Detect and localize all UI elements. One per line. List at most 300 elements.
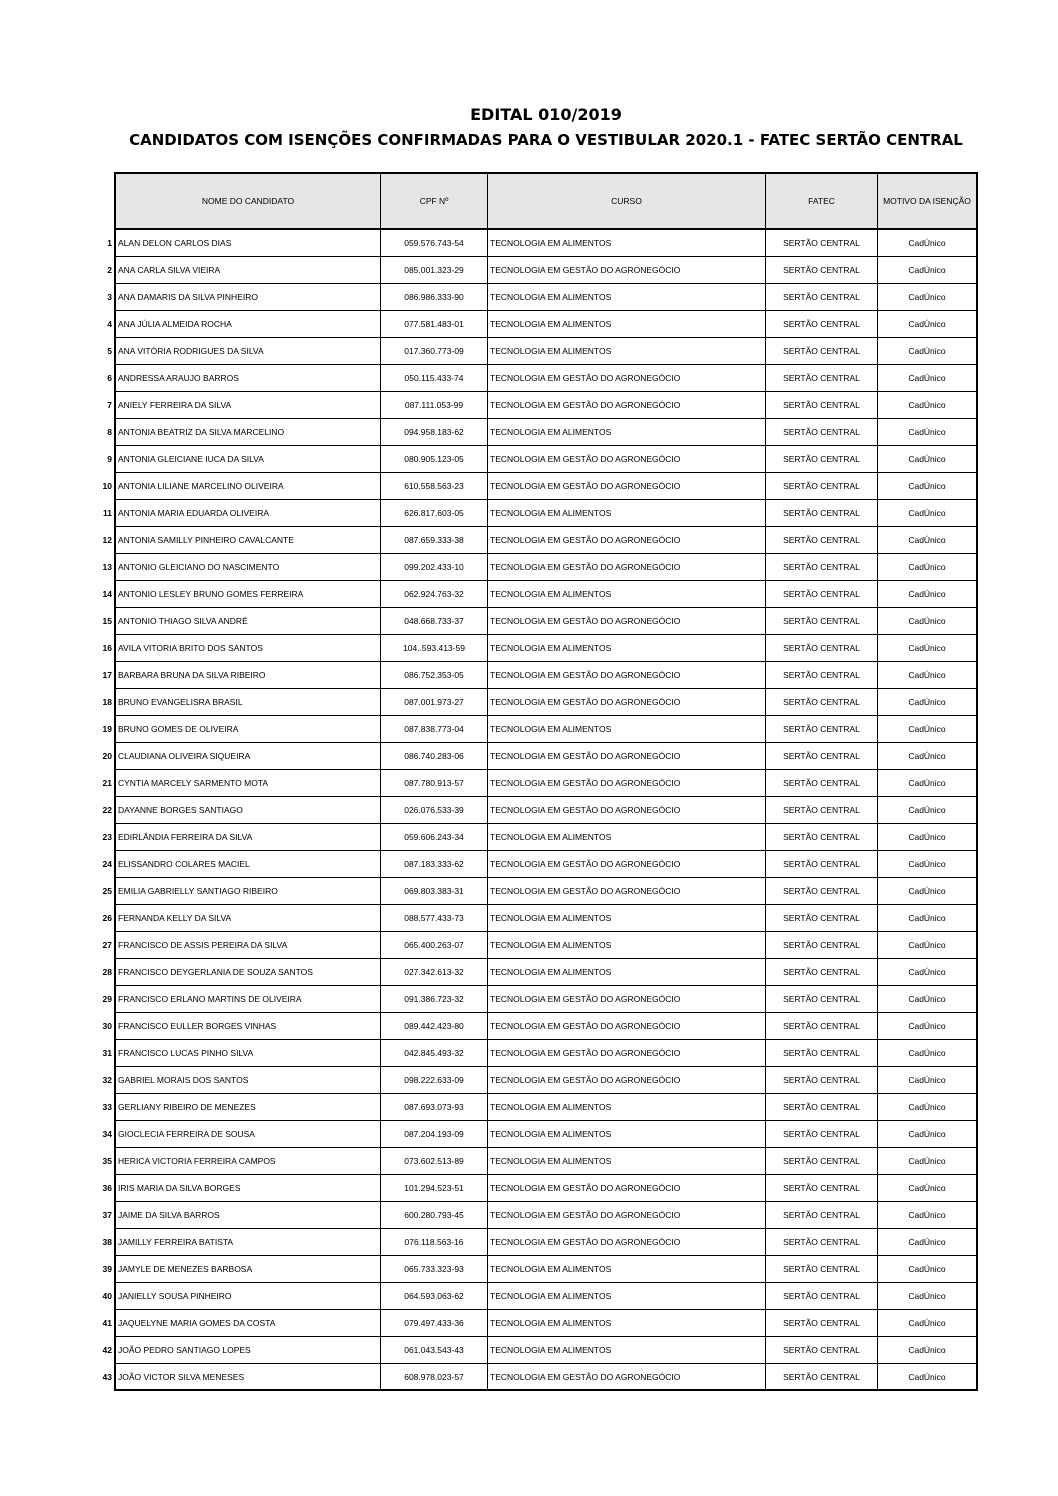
cell-nome: CYNTIA MARCELY SARMENTO MOTA: [116, 770, 381, 797]
cell-motivo: CadÚnico: [878, 1310, 978, 1337]
cell-motivo: CadÚnico: [878, 986, 978, 1013]
table-row: [116, 527, 978, 554]
table-row: [116, 500, 978, 527]
table-row: [116, 1337, 978, 1364]
cell-fatec: SERTÃO CENTRAL: [766, 1202, 878, 1229]
cell-curso: TECNOLOGIA EM ALIMENTOS: [488, 716, 766, 743]
cell-cpf: 027.342.613-32: [381, 959, 488, 986]
cell-curso: TECNOLOGIA EM GESTÃO DO AGRONEGÓCIO: [488, 878, 766, 905]
header-fatec: FATEC: [766, 174, 878, 230]
cell-motivo: CadÚnico: [878, 824, 978, 851]
cell-nome: ELISSANDRO COLARES MACIEL: [116, 851, 381, 878]
cell-cpf: 085.001.323-29: [381, 257, 488, 284]
row-number: 9: [107, 454, 112, 464]
table-row: [116, 635, 978, 662]
cell-nome: ANTONIA LILIANE MARCELINO OLIVEIRA: [116, 473, 381, 500]
cell-motivo: CadÚnico: [878, 716, 978, 743]
cell-curso: TECNOLOGIA EM GESTÃO DO AGRONEGÓCIO: [488, 851, 766, 878]
cell-nome: ANTONIO THIAGO SILVA ANDRÉ: [116, 608, 381, 635]
cell-nome: JAIME DA SILVA BARROS: [116, 1202, 381, 1229]
candidates-table: [114, 172, 978, 1391]
cell-nome: ANA JÚLIA ALMEIDA ROCHA: [116, 311, 381, 338]
cell-nome: FRANCISCO DEYGERLANIA DE SOUZA SANTOS: [116, 959, 381, 986]
cell-motivo: CadÚnico: [878, 608, 978, 635]
cell-cpf: 059.576.743-54: [381, 230, 488, 257]
row-number: 25: [102, 886, 112, 896]
cell-cpf: 080.905.123-05: [381, 446, 488, 473]
row-number: 17: [102, 670, 112, 680]
cell-nome: EDIRLÂNDIA FERREIRA DA SILVA: [116, 824, 381, 851]
cell-fatec: SERTÃO CENTRAL: [766, 716, 878, 743]
cell-cpf: 026.076.533-39: [381, 797, 488, 824]
row-number: 41: [102, 1318, 112, 1328]
row-number: 18: [102, 697, 112, 707]
cell-fatec: SERTÃO CENTRAL: [766, 419, 878, 446]
cell-curso: TECNOLOGIA EM ALIMENTOS: [488, 500, 766, 527]
cell-motivo: CadÚnico: [878, 1364, 978, 1391]
cell-nome: EMILIA GABRIELLY SANTIAGO RIBEIRO: [116, 878, 381, 905]
table-row: [116, 1094, 978, 1121]
cell-cpf: 610.558.563-23: [381, 473, 488, 500]
cell-motivo: CadÚnico: [878, 1202, 978, 1229]
cell-curso: TECNOLOGIA EM GESTÃO DO AGRONEGÓCIO: [488, 473, 766, 500]
cell-curso: TECNOLOGIA EM GESTÃO DO AGRONEGÓCIO: [488, 1040, 766, 1067]
cell-cpf: 626.817.603-05: [381, 500, 488, 527]
cell-curso: TECNOLOGIA EM GESTÃO DO AGRONEGÓCIO: [488, 1067, 766, 1094]
table-row: [116, 230, 978, 257]
header-nome: NOME DO CANDIDATO: [116, 174, 381, 230]
cell-motivo: CadÚnico: [878, 1013, 978, 1040]
cell-motivo: CadÚnico: [878, 311, 978, 338]
row-number: 19: [102, 724, 112, 734]
cell-fatec: SERTÃO CENTRAL: [766, 257, 878, 284]
cell-curso: TECNOLOGIA EM GESTÃO DO AGRONEGÓCIO: [488, 1229, 766, 1256]
table-row: [116, 797, 978, 824]
cell-nome: HERICA VICTORIA FERREIRA CAMPOS: [116, 1148, 381, 1175]
cell-fatec: SERTÃO CENTRAL: [766, 527, 878, 554]
cell-motivo: CadÚnico: [878, 851, 978, 878]
row-number: 15: [102, 616, 112, 626]
row-number: 36: [102, 1183, 112, 1193]
cell-cpf: 069.803.383-31: [381, 878, 488, 905]
cell-motivo: CadÚnico: [878, 1175, 978, 1202]
row-number: 39: [102, 1264, 112, 1274]
row-number: 20: [102, 751, 112, 761]
cell-curso: TECNOLOGIA EM GESTÃO DO AGRONEGÓCIO: [488, 446, 766, 473]
cell-motivo: CadÚnico: [878, 473, 978, 500]
cell-cpf: 087.659.333-38: [381, 527, 488, 554]
cell-nome: JOÃO VICTOR SILVA MENESES: [116, 1364, 381, 1391]
cell-motivo: CadÚnico: [878, 338, 978, 365]
cell-cpf: 076.118.563-16: [381, 1229, 488, 1256]
cell-nome: BRUNO GOMES DE OLIVEIRA: [116, 716, 381, 743]
table-row: [116, 959, 978, 986]
cell-curso: TECNOLOGIA EM GESTÃO DO AGRONEGÓCIO: [488, 797, 766, 824]
cell-cpf: 017.360.773-09: [381, 338, 488, 365]
cell-fatec: SERTÃO CENTRAL: [766, 1256, 878, 1283]
cell-curso: TECNOLOGIA EM GESTÃO DO AGRONEGÓCIO: [488, 689, 766, 716]
table-row: [116, 1229, 978, 1256]
cell-motivo: CadÚnico: [878, 905, 978, 932]
cell-nome: JAMILLY FERREIRA BATISTA: [116, 1229, 381, 1256]
cell-cpf: 064.593.063-62: [381, 1283, 488, 1310]
cell-fatec: SERTÃO CENTRAL: [766, 230, 878, 257]
table-row: [116, 338, 978, 365]
table-row: [116, 1175, 978, 1202]
cell-nome: ANDRESSA ARAUJO BARROS: [116, 365, 381, 392]
row-number: 35: [102, 1156, 112, 1166]
cell-nome: GABRIEL MORAIS DOS SANTOS: [116, 1067, 381, 1094]
cell-fatec: SERTÃO CENTRAL: [766, 986, 878, 1013]
cell-fatec: SERTÃO CENTRAL: [766, 797, 878, 824]
table-row: [116, 1202, 978, 1229]
cell-cpf: 050.115.433-74: [381, 365, 488, 392]
cell-curso: TECNOLOGIA EM GESTÃO DO AGRONEGÓCIO: [488, 662, 766, 689]
cell-nome: FERNANDA KELLY DA SILVA: [116, 905, 381, 932]
cell-motivo: CadÚnico: [878, 392, 978, 419]
row-number: 29: [102, 994, 112, 1004]
cell-motivo: CadÚnico: [878, 1337, 978, 1364]
table-row: [116, 1256, 978, 1283]
cell-fatec: SERTÃO CENTRAL: [766, 473, 878, 500]
row-number: 42: [102, 1345, 112, 1355]
cell-nome: ALAN DELON CARLOS DIAS: [116, 230, 381, 257]
table-row: [116, 689, 978, 716]
cell-fatec: SERTÃO CENTRAL: [766, 851, 878, 878]
cell-cpf: 098.222.633-09: [381, 1067, 488, 1094]
row-number: 12: [102, 535, 112, 545]
cell-nome: GERLIANY RIBEIRO DE MENEZES: [116, 1094, 381, 1121]
cell-cpf: 087.183.333-62: [381, 851, 488, 878]
cell-cpf: 077.581.483-01: [381, 311, 488, 338]
cell-motivo: CadÚnico: [878, 284, 978, 311]
cell-fatec: SERTÃO CENTRAL: [766, 581, 878, 608]
cell-nome: ANA VITÓRIA RODRIGUES DA SILVA: [116, 338, 381, 365]
cell-motivo: CadÚnico: [878, 500, 978, 527]
document-title: EDITAL 010/2019: [470, 105, 622, 124]
cell-fatec: SERTÃO CENTRAL: [766, 500, 878, 527]
cell-cpf: 065.400.263-07: [381, 932, 488, 959]
cell-curso: TECNOLOGIA EM GESTÃO DO AGRONEGÓCIO: [488, 554, 766, 581]
cell-nome: ANTONIA GLEICIANE IUCA DA SILVA: [116, 446, 381, 473]
table-header: [116, 174, 978, 230]
cell-curso: TECNOLOGIA EM ALIMENTOS: [488, 1337, 766, 1364]
cell-curso: TECNOLOGIA EM GESTÃO DO AGRONEGÓCIO: [488, 1013, 766, 1040]
cell-nome: FRANCISCO LUCAS PINHO SILVA: [116, 1040, 381, 1067]
table-row: [116, 851, 978, 878]
row-number: 33: [102, 1102, 112, 1112]
cell-curso: TECNOLOGIA EM ALIMENTOS: [488, 1283, 766, 1310]
cell-cpf: 087.111.053-99: [381, 392, 488, 419]
row-number: 2: [107, 265, 112, 275]
cell-cpf: 087.780.913-57: [381, 770, 488, 797]
cell-fatec: SERTÃO CENTRAL: [766, 932, 878, 959]
cell-cpf: 101.294.523-51: [381, 1175, 488, 1202]
cell-cpf: 086.752.353-05: [381, 662, 488, 689]
cell-fatec: SERTÃO CENTRAL: [766, 338, 878, 365]
cell-cpf: 600.280.793-45: [381, 1202, 488, 1229]
cell-motivo: CadÚnico: [878, 878, 978, 905]
cell-fatec: SERTÃO CENTRAL: [766, 662, 878, 689]
cell-curso: TECNOLOGIA EM GESTÃO DO AGRONEGÓCIO: [488, 1175, 766, 1202]
row-number: 30: [102, 1021, 112, 1031]
cell-curso: TECNOLOGIA EM ALIMENTOS: [488, 230, 766, 257]
table-row: [116, 365, 978, 392]
table-row: [116, 554, 978, 581]
row-number: 23: [102, 832, 112, 842]
table-row: [116, 878, 978, 905]
cell-nome: ANTONIO GLEICIANO DO NASCIMENTO: [116, 554, 381, 581]
cell-motivo: CadÚnico: [878, 527, 978, 554]
cell-curso: TECNOLOGIA EM GESTÃO DO AGRONEGÓCIO: [488, 608, 766, 635]
row-number: 28: [102, 967, 112, 977]
row-number: 6: [107, 373, 112, 383]
table-row: [116, 446, 978, 473]
table-row: [116, 1283, 978, 1310]
cell-nome: FRANCISCO EULLER BORGES VINHAS: [116, 1013, 381, 1040]
cell-fatec: SERTÃO CENTRAL: [766, 446, 878, 473]
cell-nome: ANA CARLA SILVA VIEIRA: [116, 257, 381, 284]
cell-cpf: 061.043.543-43: [381, 1337, 488, 1364]
cell-motivo: CadÚnico: [878, 1121, 978, 1148]
row-number: 34: [102, 1129, 112, 1139]
cell-nome: FRANCISCO ERLANO MARTINS DE OLIVEIRA: [116, 986, 381, 1013]
table-row: [116, 1310, 978, 1337]
row-number: 31: [102, 1048, 112, 1058]
row-number: 3: [107, 292, 112, 302]
row-number: 4: [107, 319, 112, 329]
cell-motivo: CadÚnico: [878, 1283, 978, 1310]
table-row: [116, 257, 978, 284]
cell-fatec: SERTÃO CENTRAL: [766, 689, 878, 716]
row-number: 7: [107, 400, 112, 410]
row-number: 38: [102, 1237, 112, 1247]
cell-fatec: SERTÃO CENTRAL: [766, 1175, 878, 1202]
cell-fatec: SERTÃO CENTRAL: [766, 770, 878, 797]
table-row: [116, 932, 978, 959]
cell-motivo: CadÚnico: [878, 554, 978, 581]
cell-fatec: SERTÃO CENTRAL: [766, 284, 878, 311]
table-row: [116, 1364, 978, 1391]
cell-curso: TECNOLOGIA EM ALIMENTOS: [488, 635, 766, 662]
cell-cpf: 094.958.183-62: [381, 419, 488, 446]
cell-motivo: CadÚnico: [878, 959, 978, 986]
cell-nome: JOÃO PEDRO SANTIAGO LOPES: [116, 1337, 381, 1364]
cell-fatec: SERTÃO CENTRAL: [766, 1094, 878, 1121]
cell-nome: ANA DAMARIS DA SILVA PINHEIRO: [116, 284, 381, 311]
cell-fatec: SERTÃO CENTRAL: [766, 392, 878, 419]
row-number: 40: [102, 1291, 112, 1301]
cell-curso: TECNOLOGIA EM ALIMENTOS: [488, 1148, 766, 1175]
cell-nome: ANTONIA MARIA EDUARDA OLIVEIRA: [116, 500, 381, 527]
row-number: 1: [107, 238, 112, 248]
cell-fatec: SERTÃO CENTRAL: [766, 824, 878, 851]
cell-nome: AVILA VITORIA BRITO DOS SANTOS: [116, 635, 381, 662]
cell-cpf: 087.693.073-93: [381, 1094, 488, 1121]
cell-fatec: SERTÃO CENTRAL: [766, 1337, 878, 1364]
cell-cpf: 086.986.333-90: [381, 284, 488, 311]
cell-cpf: 088.577.433-73: [381, 905, 488, 932]
cell-nome: ANTONIO LESLEY BRUNO GOMES FERREIRA: [116, 581, 381, 608]
cell-cpf: 091.386.723-32: [381, 986, 488, 1013]
cell-cpf: 089.442.423-80: [381, 1013, 488, 1040]
cell-curso: TECNOLOGIA EM GESTÃO DO AGRONEGÓCIO: [488, 527, 766, 554]
cell-cpf: 099.202.433-10: [381, 554, 488, 581]
cell-motivo: CadÚnico: [878, 1067, 978, 1094]
cell-motivo: CadÚnico: [878, 581, 978, 608]
cell-cpf: 048.668.733-37: [381, 608, 488, 635]
table-row: [116, 1013, 978, 1040]
table-row: [116, 419, 978, 446]
cell-fatec: SERTÃO CENTRAL: [766, 743, 878, 770]
cell-curso: TECNOLOGIA EM ALIMENTOS: [488, 1121, 766, 1148]
cell-curso: TECNOLOGIA EM GESTÃO DO AGRONEGÓCIO: [488, 986, 766, 1013]
cell-nome: ANTONIA SAMILLY PINHEIRO CAVALCANTE: [116, 527, 381, 554]
cell-curso: TECNOLOGIA EM ALIMENTOS: [488, 419, 766, 446]
cell-motivo: CadÚnico: [878, 1094, 978, 1121]
cell-nome: CLAUDIANA OLIVEIRA SIQUEIRA: [116, 743, 381, 770]
cell-fatec: SERTÃO CENTRAL: [766, 1013, 878, 1040]
cell-fatec: SERTÃO CENTRAL: [766, 959, 878, 986]
cell-motivo: CadÚnico: [878, 1040, 978, 1067]
table-row: [116, 311, 978, 338]
cell-cpf: 059.606.243-34: [381, 824, 488, 851]
cell-motivo: CadÚnico: [878, 419, 978, 446]
table-row: [116, 1067, 978, 1094]
cell-fatec: SERTÃO CENTRAL: [766, 554, 878, 581]
table-row: [116, 770, 978, 797]
cell-motivo: CadÚnico: [878, 446, 978, 473]
document-subtitle: CANDIDATOS COM ISENÇÕES CONFIRMADAS PARA O VESTIBULAR 2020.1 - FATEC SERTÃO CENTRAL: [129, 131, 963, 149]
cell-fatec: SERTÃO CENTRAL: [766, 1283, 878, 1310]
cell-fatec: SERTÃO CENTRAL: [766, 905, 878, 932]
row-number: 37: [102, 1210, 112, 1220]
row-number: 26: [102, 913, 112, 923]
cell-curso: TECNOLOGIA EM ALIMENTOS: [488, 338, 766, 365]
cell-nome: DAYANNE BORGES SANTIAGO: [116, 797, 381, 824]
cell-nome: JANIELLY SOUSA PINHEIRO: [116, 1283, 381, 1310]
cell-fatec: SERTÃO CENTRAL: [766, 1310, 878, 1337]
cell-cpf: 104..593.413-59: [381, 635, 488, 662]
cell-curso: TECNOLOGIA EM ALIMENTOS: [488, 311, 766, 338]
row-number: 11: [103, 508, 112, 518]
cell-fatec: SERTÃO CENTRAL: [766, 878, 878, 905]
cell-cpf: 087.204.193-09: [381, 1121, 488, 1148]
cell-motivo: CadÚnico: [878, 1229, 978, 1256]
header-motivo: MOTIVO DA ISENÇÃO: [878, 174, 978, 230]
cell-motivo: CadÚnico: [878, 932, 978, 959]
cell-curso: TECNOLOGIA EM ALIMENTOS: [488, 959, 766, 986]
cell-curso: TECNOLOGIA EM ALIMENTOS: [488, 1256, 766, 1283]
row-number: 32: [102, 1075, 112, 1085]
cell-nome: BRUNO EVANGELISRA BRASIL: [116, 689, 381, 716]
cell-fatec: SERTÃO CENTRAL: [766, 365, 878, 392]
cell-curso: TECNOLOGIA EM ALIMENTOS: [488, 581, 766, 608]
cell-curso: TECNOLOGIA EM ALIMENTOS: [488, 284, 766, 311]
cell-curso: TECNOLOGIA EM ALIMENTOS: [488, 932, 766, 959]
cell-cpf: 065.733.323-93: [381, 1256, 488, 1283]
table-row: [116, 743, 978, 770]
cell-motivo: CadÚnico: [878, 689, 978, 716]
row-number: 16: [102, 643, 112, 653]
cell-nome: FRANCISCO DE ASSIS PEREIRA DA SILVA: [116, 932, 381, 959]
cell-nome: ANTONIA BEATRIZ DA SILVA MARCELINO: [116, 419, 381, 446]
cell-fatec: SERTÃO CENTRAL: [766, 311, 878, 338]
cell-cpf: 086.740.283-06: [381, 743, 488, 770]
row-number: 27: [102, 940, 112, 950]
cell-fatec: SERTÃO CENTRAL: [766, 635, 878, 662]
header-curso: CURSO: [488, 174, 766, 230]
cell-nome: BARBARA BRUNA DA SILVA RIBEIRO: [116, 662, 381, 689]
cell-motivo: CadÚnico: [878, 230, 978, 257]
cell-fatec: SERTÃO CENTRAL: [766, 1040, 878, 1067]
cell-cpf: 608.978.023-57: [381, 1364, 488, 1391]
cell-motivo: CadÚnico: [878, 743, 978, 770]
cell-curso: TECNOLOGIA EM GESTÃO DO AGRONEGÓCIO: [488, 392, 766, 419]
cell-cpf: 042.845.493-32: [381, 1040, 488, 1067]
cell-motivo: CadÚnico: [878, 365, 978, 392]
cell-motivo: CadÚnico: [878, 257, 978, 284]
cell-fatec: SERTÃO CENTRAL: [766, 1229, 878, 1256]
cell-motivo: CadÚnico: [878, 662, 978, 689]
row-number: 8: [107, 427, 112, 437]
cell-curso: TECNOLOGIA EM ALIMENTOS: [488, 1310, 766, 1337]
table-row: [116, 1148, 978, 1175]
row-number: 21: [102, 778, 112, 788]
cell-curso: TECNOLOGIA EM GESTÃO DO AGRONEGÓCIO: [488, 365, 766, 392]
table-row: [116, 905, 978, 932]
cell-curso: TECNOLOGIA EM GESTÃO DO AGRONEGÓCIO: [488, 1364, 766, 1391]
cell-cpf: 079.497.433-36: [381, 1310, 488, 1337]
cell-motivo: CadÚnico: [878, 635, 978, 662]
table-row: [116, 1040, 978, 1067]
table-row: [116, 716, 978, 743]
table-row: [116, 662, 978, 689]
cell-motivo: CadÚnico: [878, 770, 978, 797]
cell-cpf: 062.924.763-32: [381, 581, 488, 608]
header-cpf: CPF Nº: [381, 174, 488, 230]
row-number: 14: [102, 589, 112, 599]
table-row: [116, 473, 978, 500]
table-row: [116, 1121, 978, 1148]
table-row: [116, 608, 978, 635]
row-number: 13: [102, 562, 112, 572]
cell-nome: IRIS MARIA DA SILVA BORGES: [116, 1175, 381, 1202]
table-row: [116, 581, 978, 608]
table-row: [116, 824, 978, 851]
cell-curso: TECNOLOGIA EM GESTÃO DO AGRONEGÓCIO: [488, 743, 766, 770]
cell-fatec: SERTÃO CENTRAL: [766, 1148, 878, 1175]
cell-curso: TECNOLOGIA EM ALIMENTOS: [488, 824, 766, 851]
cell-cpf: 087.838.773-04: [381, 716, 488, 743]
cell-motivo: CadÚnico: [878, 1256, 978, 1283]
cell-fatec: SERTÃO CENTRAL: [766, 1121, 878, 1148]
cell-cpf: 087.001.973-27: [381, 689, 488, 716]
row-number: 10: [102, 481, 112, 491]
cell-nome: JAQUELYNE MARIA GOMES DA COSTA: [116, 1310, 381, 1337]
cell-fatec: SERTÃO CENTRAL: [766, 1067, 878, 1094]
row-number: 43: [102, 1372, 112, 1382]
cell-curso: TECNOLOGIA EM GESTÃO DO AGRONEGÓCIO: [488, 770, 766, 797]
row-number: 5: [107, 346, 112, 356]
table-row: [116, 986, 978, 1013]
cell-nome: ANIELY FERREIRA DA SILVA: [116, 392, 381, 419]
row-number: 22: [102, 805, 112, 815]
cell-cpf: 073.602.513-89: [381, 1148, 488, 1175]
cell-curso: TECNOLOGIA EM GESTÃO DO AGRONEGÓCIO: [488, 257, 766, 284]
cell-nome: JAMYLE DE MENEZES BARBOSA: [116, 1256, 381, 1283]
cell-motivo: CadÚnico: [878, 1148, 978, 1175]
